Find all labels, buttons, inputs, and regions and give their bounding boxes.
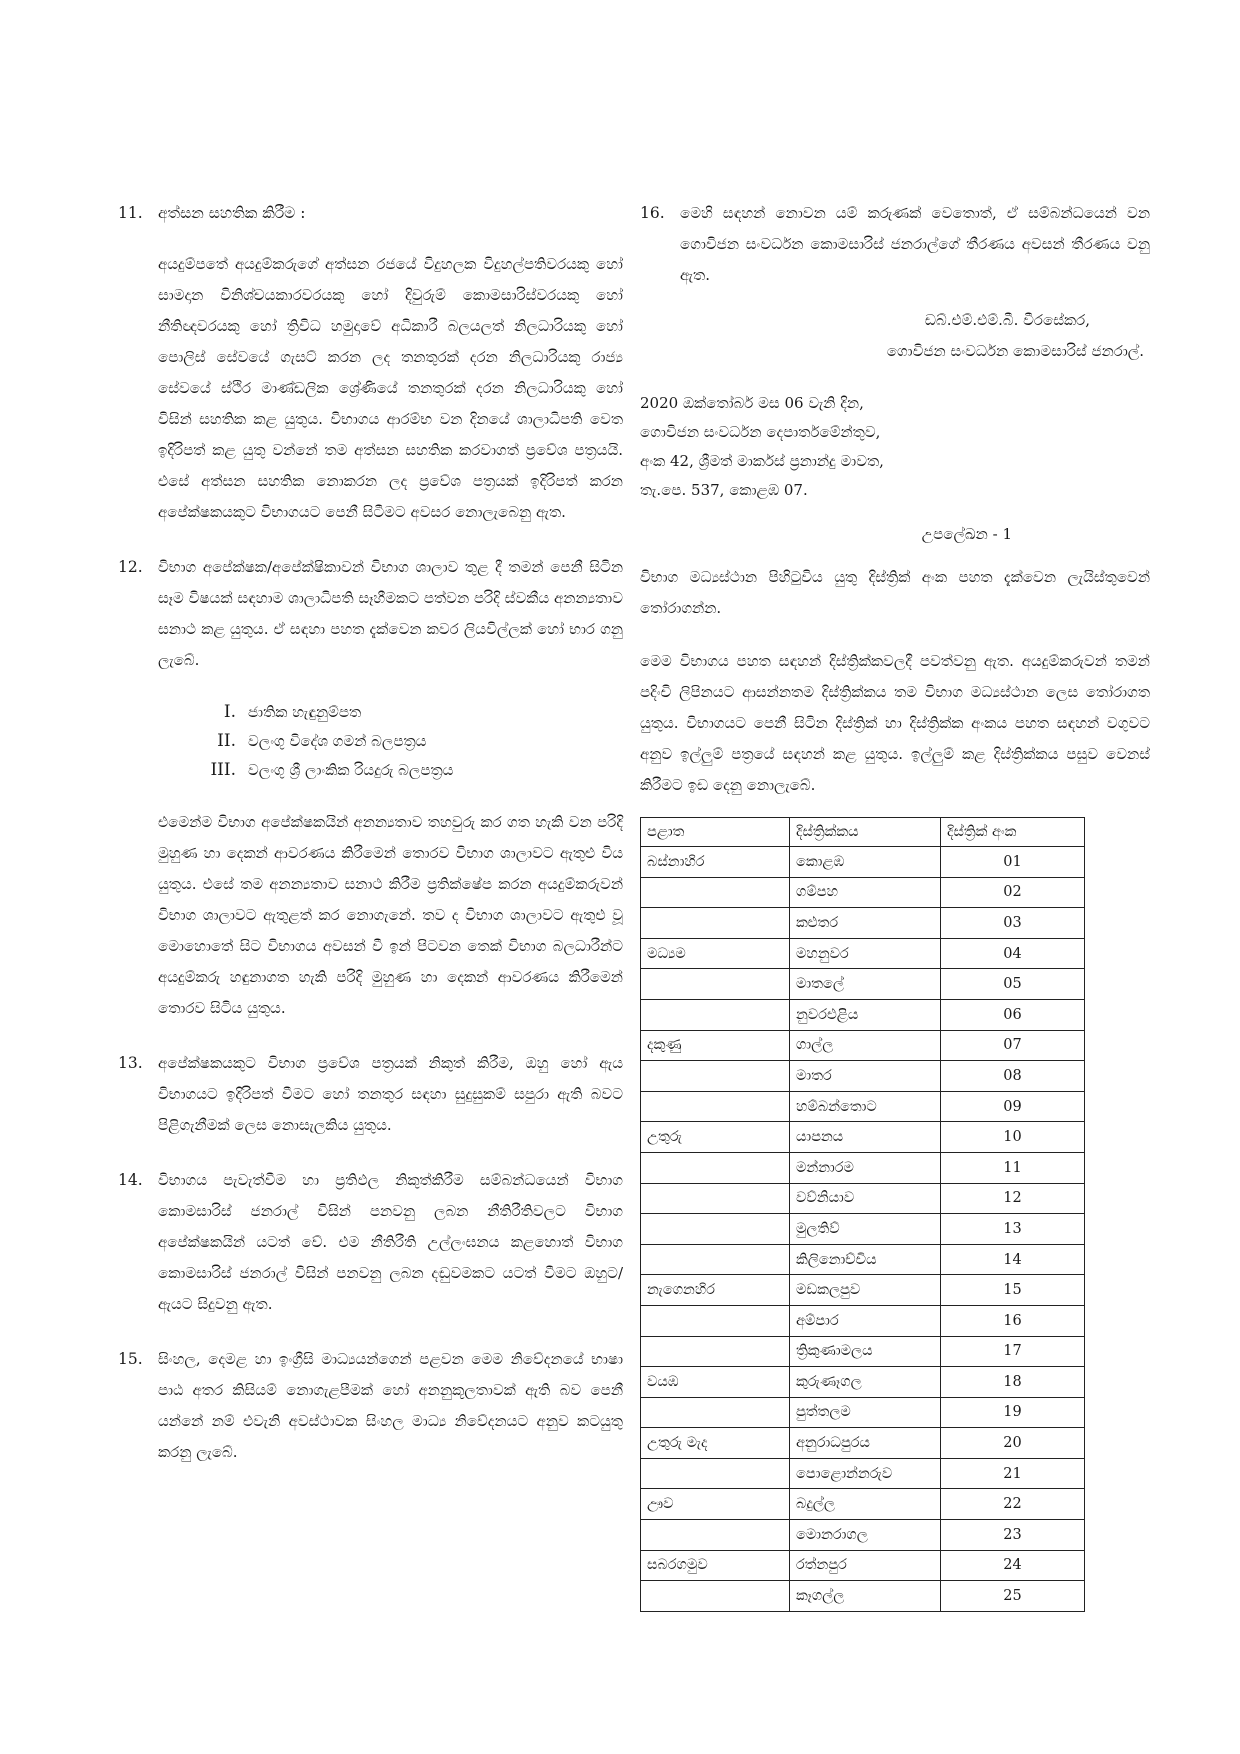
section-body-continued: එමෙන්ම විභාග අපේක්ෂකයින් අනන්‍යතාව තහවුරු කර ගත හැකි වන පරිදි මුහුණ හා දෙකන් ආවරණය කිරීමෙන් තොරව විභාග ශාලාවට ඇතුළු විය යුතුය. එසේ තම අනන්‍යතාව සනාථ කිරීම ප්‍රතික්ෂේප කරන අයදුම්කරුවන් විභාග ශාලාවට ඇතුළත් කර නොගැනේ. තව ද විභාග ශාලාවට ඇතුළු වූ මොහොතේ සිට විභාගය අවසන් වී ඉන් පිටවන තෙක් විභාග බලධාරීන්ට අයදුම්කරු හඳුනාගත හැකි පරිදි මුහුණ හා දෙකන් ආවරණය කිරීමෙන් තොරව සිටිය යුතුය.	[158, 813, 623, 1017]
table-row	[641, 1458, 1085, 1489]
district-code-cell: 25	[941, 1581, 1085, 1612]
signature-block	[640, 305, 1150, 367]
district-code-cell: 01	[941, 847, 1085, 878]
district-cell: කෑගල්ල	[790, 1581, 941, 1612]
district-code-cell: 06	[941, 999, 1085, 1030]
district-code-cell: 08	[941, 1061, 1085, 1092]
section-number: 14.	[118, 1171, 143, 1189]
district-code-cell: 07	[941, 1030, 1085, 1061]
list-text: වලංගු ශ්‍රී ලාංකික රියදුරු බලපත්‍රය	[248, 761, 454, 779]
section-body: විභාගය පැවැත්වීම හා ප්‍රතිඵල නිකුත්කිරීම සම්බන්ධයෙන් විභාග කොමසාරිස් ජනරාල් විසින් පනවනු ලබන නීතිරීතිවලට විභාග අපේක්ෂකයින් යටත් වේ. එම නීතිරීති උල්ලංඝනය කළහොත් විභාග කොමසාරිස් ජනරාල් විසින් පනවනු ලබන දඬුවමකට යටත් වීමට ඔහුට/ ඇයට සිදුවනු ඇත.	[158, 1171, 623, 1313]
province-cell	[641, 1091, 790, 1122]
district-cell: ගම්පහ	[790, 877, 941, 908]
district-cell: නුවරඑළිය	[790, 999, 941, 1030]
province-cell: වයඹ	[641, 1367, 790, 1398]
left-column	[118, 198, 623, 1492]
province-cell	[641, 1581, 790, 1612]
section-body: සිංහල, දෙමළ හා ඉංග්‍රීසි මාධ්‍යයන්ගෙන් පළවන මෙම නිවේදනයේ භාෂා පාඨ අතර කිසියම් නොගැළපීමක් හෝ අනනුකූලතාවක් ඇති බව පෙනී යන්නේ නම් එවැනි අවස්ථාවක සිංහල මාධ්‍ය නිවේදනයට අනුව කටයුතු කරනු ලැබේ.	[158, 1350, 623, 1461]
list-text: ජාතික හැඳුනුම්පත	[248, 703, 362, 721]
district-code-cell: 17	[941, 1336, 1085, 1367]
address-line: ගොවිජන සංවර්ධන දෙපාර්තමේන්තුව,	[640, 423, 881, 441]
district-cell: කොළඹ	[790, 847, 941, 878]
district-cell: ත්‍රිකුණාමලය	[790, 1336, 941, 1367]
section-heading: අත්සන සහතික කිරීම :	[158, 204, 306, 222]
district-code-cell: 14	[941, 1244, 1085, 1275]
district-code-cell: 22	[941, 1489, 1085, 1520]
table-row	[641, 847, 1085, 878]
district-code-cell: 21	[941, 1458, 1085, 1489]
province-cell	[641, 1397, 790, 1428]
right-column	[640, 198, 1150, 1612]
district-code-cell: 04	[941, 938, 1085, 969]
district-cell: අනුරාධපුරය	[790, 1428, 941, 1459]
section-body: විභාග අපේක්ෂක/අපේක්ෂිකාවන් විභාග ශාලාව තුළ දී තමන් පෙනී සිටින සෑම විෂයක් සඳහාම ශාලාධිපති සෑහීමකට පත්වන පරිදි ස්වකීය අනන්‍යතාව සනාථ කළ යුතුය. ඒ සඳහා පහත දැක්වෙන කවර ලියවිල්ලක් හෝ භාර ගනු ලැබේ.	[158, 558, 623, 669]
district-code-cell: 03	[941, 908, 1085, 939]
district-cell: මාතර	[790, 1061, 941, 1092]
district-code-cell: 24	[941, 1550, 1085, 1581]
table-row	[641, 1214, 1085, 1245]
section-body: අයදුම්පතේ අයදුම්කරුගේ අත්සන රජයේ විදුහලක විදුහල්පතිවරයකු හෝ සාමදාන විනිශ්චයකාරවරයකු හෝ දිවුරුම් කොමසාරිස්වරයකු හෝ නීතිඥවරයකු හෝ ත්‍රිවිධ හමුදාවේ අධිකාරී බලයලත් නිලධාරියකු හෝ පොලිස් සේවයේ ගැසට් කරන ලද තනතුරක් දරන නිලධාරියකු රාජ්‍ය සේවයේ ස්ථිර මාණ්ඩලික ශ්‍රේණියේ තනතුරක් දරන නිලධාරියකු හෝ විසින් සහතික කළ යුතුය. විභාගය ආරම්භ වන දිනයේ ශාලාධිපති වෙත ඉදිරිපත් කළ යුතු වන්නේ තම අත්සන සහතික කරවාගත් ප්‍රවේශ පත්‍රයයි. එසේ අත්සන සහතික නොකරන ලද ප්‍රවේශ පත්‍රයක් ඉදිරිපත් කරන අපේක්ෂකයකුට විභාගයට පෙනී සිටීමට අවසර නොලැබෙනු ඇත.	[158, 255, 623, 521]
table-row	[641, 1244, 1085, 1275]
table-row	[641, 1489, 1085, 1520]
address-line: තැ.පෙ. 537, කොළඹ 07.	[640, 481, 808, 499]
table-row	[641, 1122, 1085, 1153]
district-code-cell: 09	[941, 1091, 1085, 1122]
table-row	[641, 1030, 1085, 1061]
address-line: 2020 ඔක්තෝබර් මස 06 වැනි දින,	[640, 394, 864, 412]
province-cell	[641, 1183, 790, 1214]
district-cell: පුත්තලම	[790, 1397, 941, 1428]
district-code-cell: 11	[941, 1152, 1085, 1183]
district-cell: මඩකලපුව	[790, 1275, 941, 1306]
district-cell: බදුල්ල	[790, 1489, 941, 1520]
list-text: වලංගු විදේශ ගමන් බලපත්‍රය	[248, 732, 427, 750]
table-row	[641, 1367, 1085, 1398]
district-code-cell: 16	[941, 1305, 1085, 1336]
section-11	[118, 198, 623, 528]
province-cell: දකුණු	[641, 1030, 790, 1061]
column-header: දිස්ත්‍රික්කය	[790, 818, 941, 847]
district-code-cell: 18	[941, 1367, 1085, 1398]
table-row	[641, 1152, 1085, 1183]
province-cell: සබරගමුව	[641, 1550, 790, 1581]
section-13	[118, 1048, 623, 1141]
table-row	[641, 1336, 1085, 1367]
province-cell	[641, 1305, 790, 1336]
table-row	[641, 877, 1085, 908]
table-row	[641, 969, 1085, 1000]
province-cell	[641, 1061, 790, 1092]
province-cell	[641, 1152, 790, 1183]
table-row	[641, 1397, 1085, 1428]
district-cell: වව්නියාව	[790, 1183, 941, 1214]
district-cell: රත්නපුර	[790, 1550, 941, 1581]
province-cell: මධ්‍යම	[641, 938, 790, 969]
list-item	[194, 756, 623, 785]
district-cell: මහනුවර	[790, 938, 941, 969]
district-cell: මන්නාරම	[790, 1152, 941, 1183]
province-cell	[641, 877, 790, 908]
section-body: මෙහි සඳහන් නොවන යම් කරුණක් වෙතොත්, ඒ සම්බන්ධයෙන් වන ගොවිජන සංවර්ධන කොමසාරිස් ජනරාල්ගේ තීරණය අවසන් තීරණය වනු ඇත.	[680, 204, 1150, 284]
district-code-cell: 20	[941, 1428, 1085, 1459]
table-header-row	[641, 818, 1085, 847]
table-row	[641, 1091, 1085, 1122]
district-cell: කිලිනොච්චිය	[790, 1244, 941, 1275]
district-code-cell: 13	[941, 1214, 1085, 1245]
address-line: අංක 42, ශ්‍රීමත් මාර්කස් ප්‍රනාන්දු මාවත,	[640, 452, 884, 470]
district-cell: පොළොන්නරුව	[790, 1458, 941, 1489]
table-row	[641, 1183, 1085, 1214]
table-row	[641, 1428, 1085, 1459]
district-code-cell: 10	[941, 1122, 1085, 1153]
table-row	[641, 1581, 1085, 1612]
district-code-cell: 15	[941, 1275, 1085, 1306]
district-cell: හම්බන්තොට	[790, 1091, 941, 1122]
table-row	[641, 908, 1085, 939]
table-row	[641, 938, 1085, 969]
province-cell	[641, 999, 790, 1030]
table-row	[641, 1550, 1085, 1581]
province-cell	[641, 1244, 790, 1275]
province-cell: බස්නාහිර	[641, 847, 790, 878]
signatory-title: ගොවිජන සංවර්ධන කොමසාරිස් ජනරාල්.	[886, 342, 1144, 360]
annex-title: උපලේඛන - 1	[921, 525, 1012, 543]
table-row	[641, 1275, 1085, 1306]
signatory-name: ඩබ්.එම්.එම්.බී. වීරසේකර,	[924, 311, 1090, 329]
section-14	[118, 1165, 623, 1320]
annex-paragraph: මෙම විභාගය පහත සඳහන් දිස්ත්‍රික්කවලදී පවත්වනු ඇත. අයදුම්කරුවන් තමන් පදිංචි ලිපිනයට ආසන්නතම දිස්ත්‍රික්කය තම විභාග මධ්‍යස්ථාන ලෙස තෝරාගත යුතුය. විභාගයට පෙනී සිටින දිස්ත්‍රික් හා දිස්ත්‍රික්ක අංකය පහත සඳහන් වගුවට අනුව ඉල්ලුම් පත්‍රයේ සඳහන් කළ යුතුය. ඉල්ලුම් කළ දිස්ත්‍රික්කය පසුව වෙනස් කිරීමට ඉඩ දෙනු නොලැබේ.	[640, 652, 1150, 794]
province-cell	[641, 1214, 790, 1245]
table-row	[641, 1061, 1085, 1092]
address-block	[640, 389, 1150, 505]
section-body: අපේක්ෂකයකුට විභාග ප්‍රවේශ පත්‍රයක් නිකුත් කිරීම, ඔහු හෝ ඇය විභාගයට ඉදිරිපත් වීමට හෝ තනතුර සඳහා සුදුසුකම් සපුරා ඇති බවට පිළිගැනීමක් ලෙස නොසැලකිය යුතුය.	[158, 1054, 623, 1134]
section-number: 12.	[118, 558, 143, 576]
annex-paragraph: විභාග මධ්‍යස්ථාන පිහිටුවිය යුතු දිස්ත්‍රික් අංක පහත දැක්වෙන ලැයිස්තුවෙන් තෝරාගන්න.	[640, 568, 1150, 617]
district-code-cell: 02	[941, 877, 1085, 908]
id-document-list	[194, 698, 623, 785]
section-12	[118, 552, 623, 1024]
district-cell: යාපනය	[790, 1122, 941, 1153]
column-header: පළාත	[641, 818, 790, 847]
province-cell: උතුරු	[641, 1122, 790, 1153]
list-item	[194, 698, 623, 727]
list-numeral: II.	[217, 731, 236, 751]
province-cell: උතුරු මැද	[641, 1428, 790, 1459]
district-code-cell: 19	[941, 1397, 1085, 1428]
district-cell: කුරුණෑගල	[790, 1367, 941, 1398]
section-number: 15.	[118, 1350, 143, 1368]
table-row	[641, 1305, 1085, 1336]
province-cell	[641, 1520, 790, 1551]
district-code-cell: 05	[941, 969, 1085, 1000]
district-cell: අම්පාර	[790, 1305, 941, 1336]
section-number: 16.	[640, 204, 665, 222]
province-cell	[641, 908, 790, 939]
section-number: 11.	[118, 204, 143, 222]
table-row	[641, 999, 1085, 1030]
district-cell: මාතලේ	[790, 969, 941, 1000]
province-cell	[641, 969, 790, 1000]
province-cell: නැගෙනහිර	[641, 1275, 790, 1306]
district-table	[640, 817, 1085, 1612]
section-15	[118, 1344, 623, 1468]
district-cell: ගාල්ල	[790, 1030, 941, 1061]
table-row	[641, 1520, 1085, 1551]
district-cell: මුලතිව්	[790, 1214, 941, 1245]
province-cell	[641, 1336, 790, 1367]
list-numeral: III.	[210, 760, 236, 780]
district-cell: කළුතර	[790, 908, 941, 939]
table-body	[641, 847, 1085, 1612]
district-code-cell: 12	[941, 1183, 1085, 1214]
province-cell	[641, 1458, 790, 1489]
section-number: 13.	[118, 1054, 143, 1072]
list-item	[194, 727, 623, 756]
province-cell: ඌව	[641, 1489, 790, 1520]
section-16	[640, 198, 1150, 291]
district-code-cell: 23	[941, 1520, 1085, 1551]
list-numeral: I.	[223, 702, 236, 722]
column-header: දිස්ත්‍රික් අංක	[941, 818, 1085, 847]
district-cell: මොනරාගල	[790, 1520, 941, 1551]
